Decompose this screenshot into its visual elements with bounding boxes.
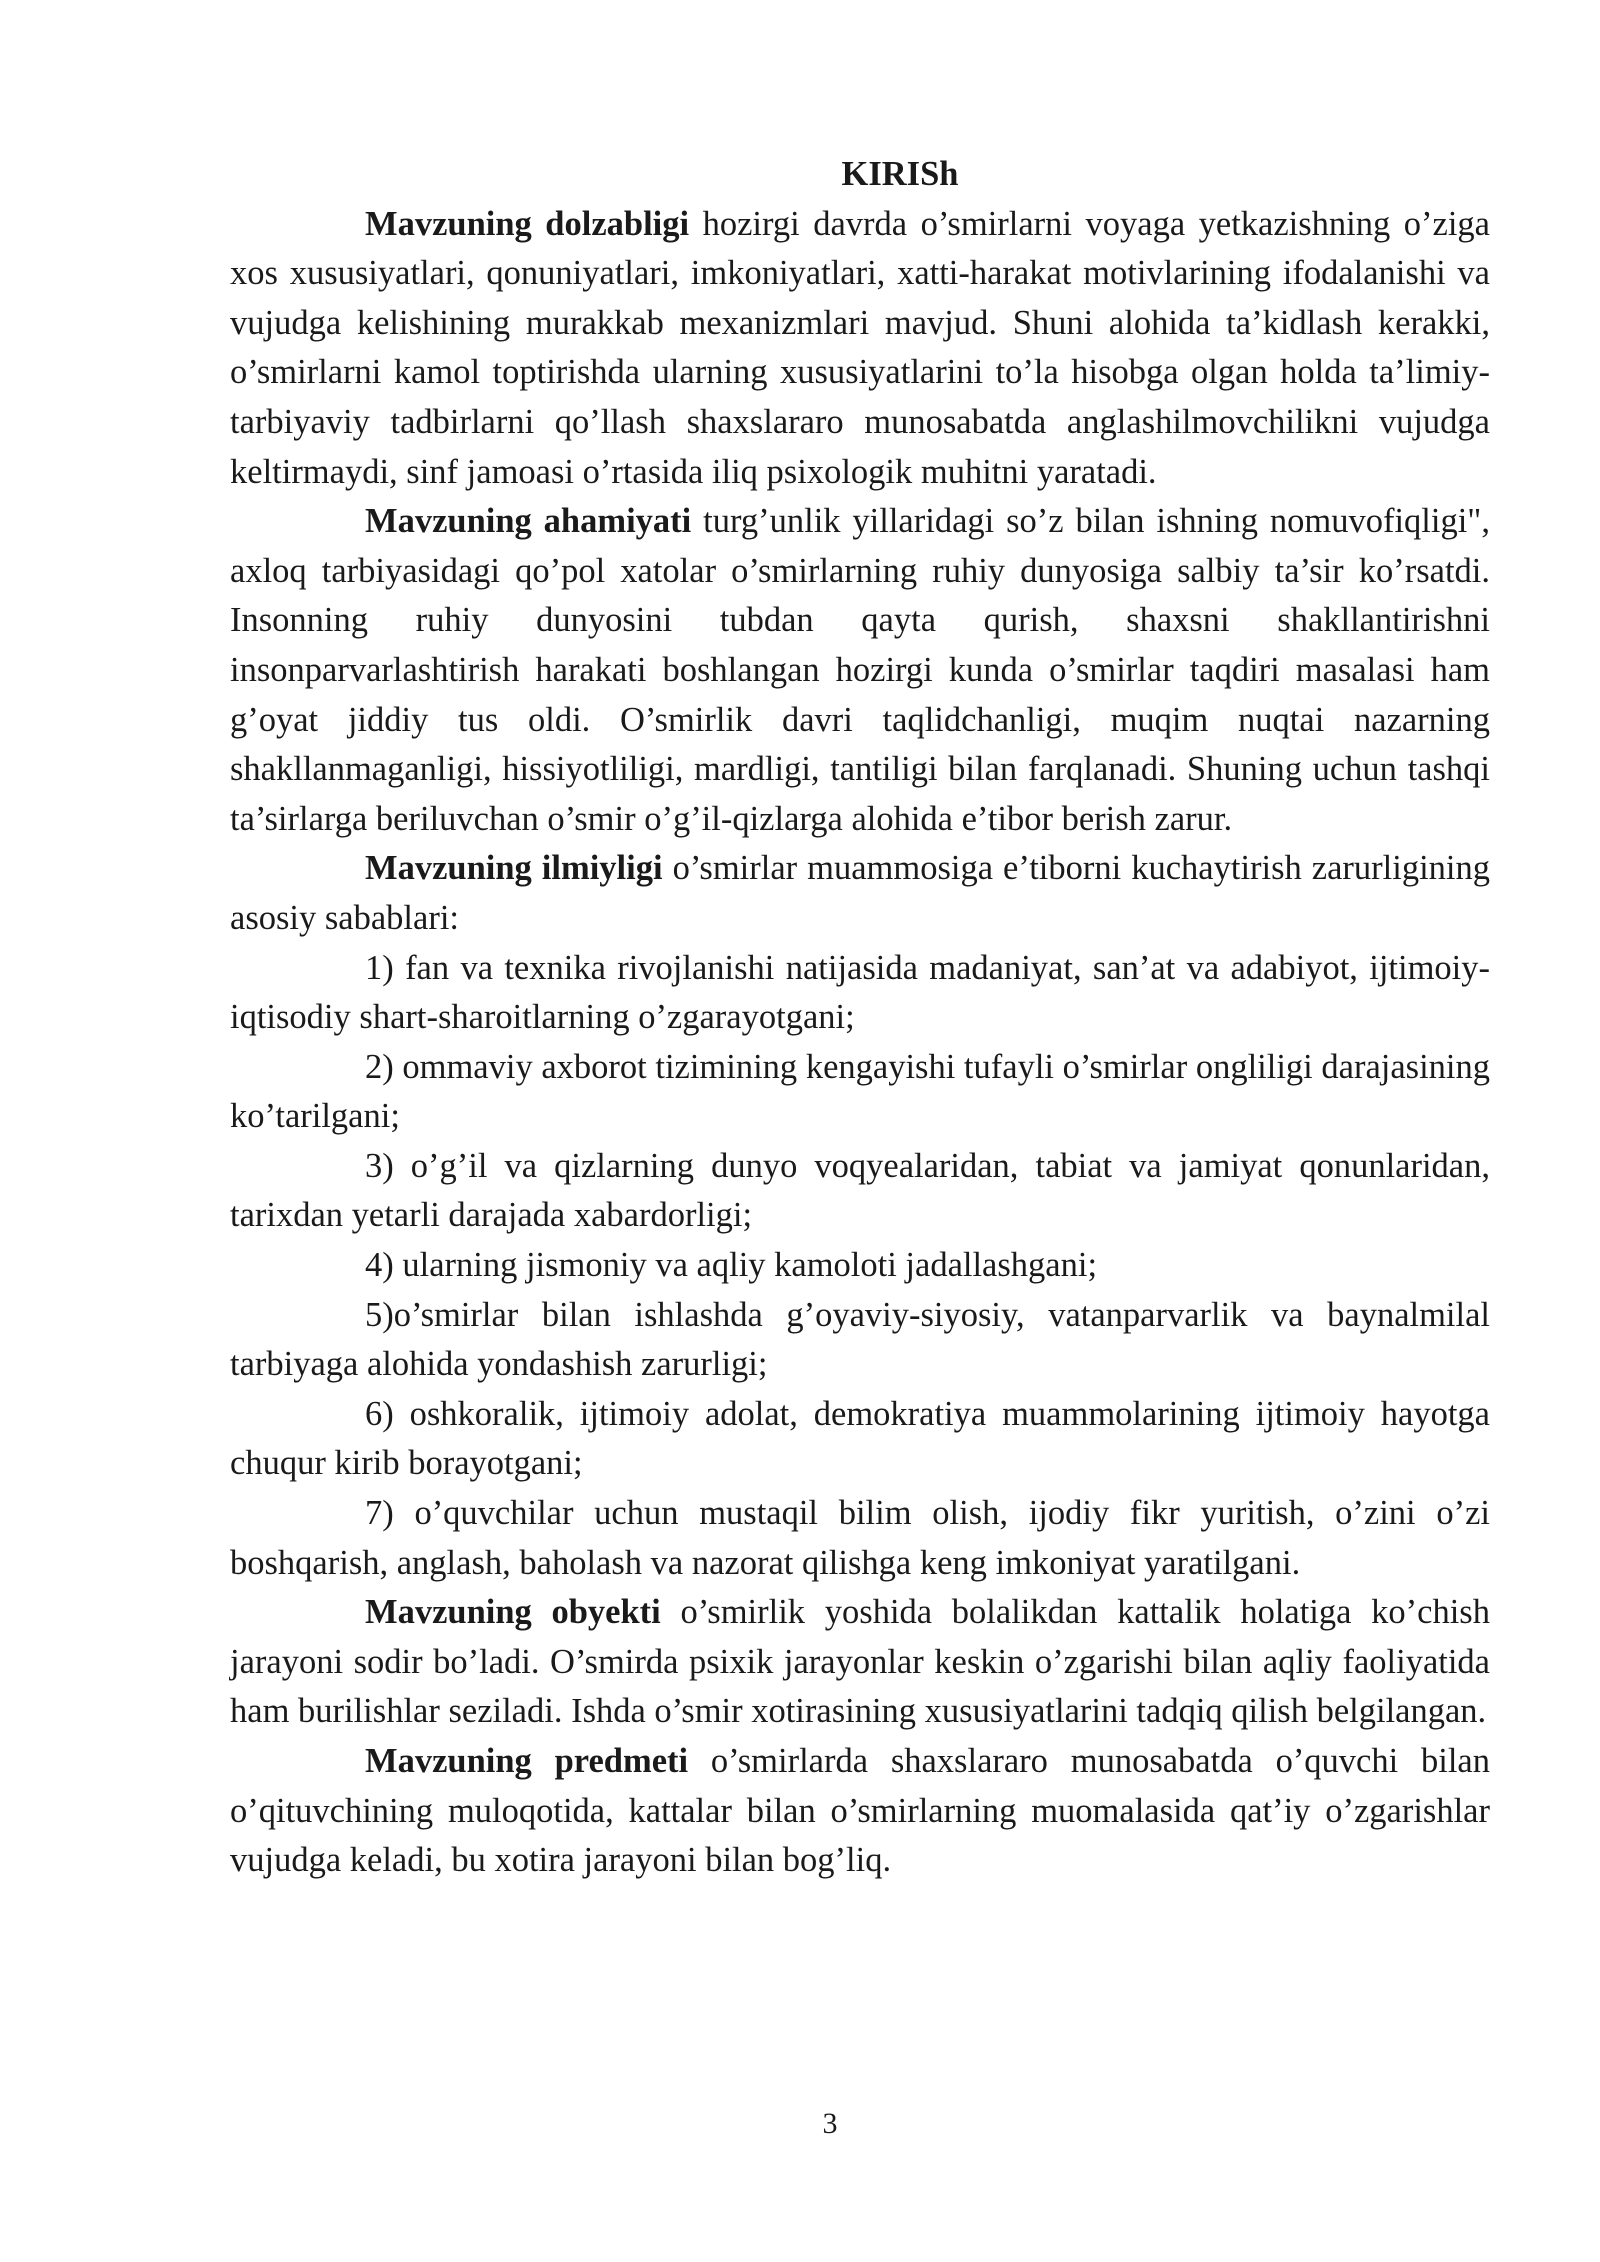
list-item: 1) fan va texnika rivojlanishi natijasida madaniyat, san’at va adabiyot, ijtimoiy-iqtisodiy shart-sharoitlarning o’zgarayotgani; bbox=[230, 948, 1490, 1037]
page-number: 3 bbox=[822, 2107, 838, 2140]
section-title: KIRISh bbox=[841, 155, 959, 193]
paragraph-lead: Mavzuning predmeti bbox=[365, 1742, 689, 1780]
paragraph-lead: Mavzuning obyekti bbox=[365, 1593, 661, 1632]
paragraph-lead: Mavzuning ilmiyligi bbox=[365, 849, 663, 888]
list-item: 2) ommaviy axborot tizimining kengayishi tufayli o’smirlar ongliligi darajasining ko’tarilgani; bbox=[230, 1047, 1490, 1136]
list-item: 3) o’g’il va qizlarning dunyo voqyealaridan, tabiat va jamiyat qonunlaridan, tarixdan yetarli darajada xabardorligi; bbox=[230, 1146, 1490, 1235]
list-item: 7) o’quvchilar uchun mustaqil bilim olish, ijodiy fikr yuritish, o’zini o’zi boshqarish, anglash, baholash va nazorat qilishga keng imkoniyat yaratilgani. bbox=[230, 1494, 1490, 1582]
paragraph-text: turg’unlik yillaridagi so’z bilan ishning nomuvofiqligi", axloq tarbiyasidagi qo’pol xatolar o’smirlarning ruhiy dunyosiga salbiy ta’sir ko’rsatdi. Insonning ruhiy dunyosini tubdan qayta qurish, shaxsni shakllantirishni insonparvarlashtirish harakati boshlangan hozirgi kunda o’smirlar taqdiri masalasi ham g’oyat jiddiy tus oldi. O’smirlik davri taqlidchanligi, muqim nuqtai nazarning shakllanmaganligi, hissiyotliligi, mardligi, tantiligi bilan farqlanadi. Shuning uchun tashqi ta’sirlarga beriluvchan o’smir o’g’il-qizlarga alohida e’tibor berish zarur. bbox=[230, 502, 1490, 838]
paragraph-text: o’smirlarda shaxslararo munosabatda o’quvchi bilan o’qituvchining muloqotida, kattalar bilan o’smirlarning muomalasida qat’iy o’zgarishlar vujudga keladi, bu xotira jarayoni bilan bog’liq. bbox=[230, 1742, 1490, 1880]
page-content bbox=[230, 150, 1490, 1886]
paragraph-lead: Mavzuning dolzabligi bbox=[365, 204, 690, 243]
list-item: 4) ularning jismoniy va aqliy kamoloti jadallashgani; bbox=[365, 1246, 1098, 1285]
paragraph-importance bbox=[230, 497, 1490, 844]
paragraph-scientific bbox=[230, 844, 1490, 943]
paragraph-lead: Mavzuning ahamiyati bbox=[365, 502, 692, 541]
paragraph-text: o’smirlar muammosiga e’tiborni kuchaytirish zarurligining asosiy sabablari: bbox=[230, 849, 1490, 937]
paragraph-text: o’smirlik yoshida bolalikdan kattalik holatiga ko’chish jarayoni sodir bo’ladi. O’smirda psixik jarayonlar keskin o’zgarishi bilan aqliy faoliyatida ham burilishlar seziladi. Ishda o’smir xotirasining xususiyatlarini tadqiq qilish belgilangan. bbox=[230, 1593, 1490, 1731]
list-item: 5)o’smirlar bilan ishlashda g’oyaviy-siyosiy, vatanparvarlik va baynalmilal tarbiyaga alohida yondashish zarurligi; bbox=[230, 1295, 1490, 1384]
paragraph-relevance bbox=[230, 200, 1490, 498]
paragraph-object bbox=[230, 1588, 1490, 1737]
paragraph-subject bbox=[230, 1737, 1490, 1886]
paragraph-text: hozirgi davrda o’smirlarni voyaga yetkazishning o’ziga xos xususiyatlari, qonuniyatlari, imkoniyatlari, xatti-harakat motivlarining ifodalanishi va vujudga kelishining murakkab mexanizmlari mavjud. Shuni alohida ta’kidlash kerakki, o’smirlarni kamol toptirishda ularning xususiyatlarini to’la hisobga olgan holda ta’limiy-tarbiyaviy tadbirlarni qo’llash shaxslararo munosabatda anglashilmovchilikni vujudga keltirmaydi, sinf jamoasi o’rtasida iliq psixologik muhitni yaratadi. bbox=[230, 204, 1490, 491]
list-item: 6) oshkoralik, ijtimoiy adolat, demokratiya muammolarining ijtimoiy hayotga chuqur kirib borayotgani; bbox=[230, 1394, 1490, 1483]
